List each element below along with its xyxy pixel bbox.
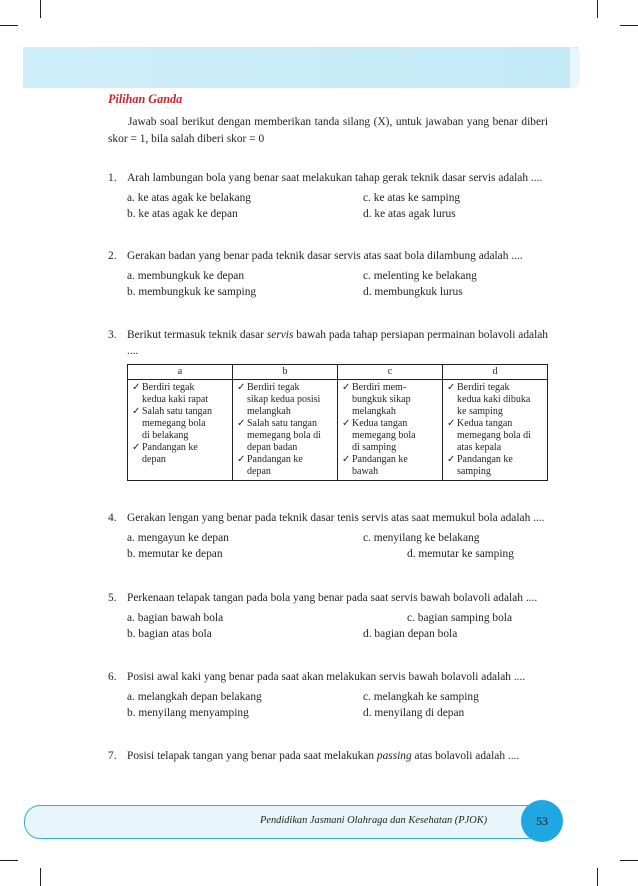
- option-a[interactable]: a. melangkah depan belakang: [127, 691, 262, 703]
- header-banner: [23, 47, 578, 88]
- options: [127, 268, 548, 300]
- crop-mark: [597, 868, 598, 886]
- option-c[interactable]: c. bagian samping bola: [407, 612, 513, 624]
- question-1: [108, 170, 548, 222]
- crop-mark: [0, 25, 18, 26]
- table-cell-d[interactable]: ✓ Berdiri tegak kedua kaki dibuka ke samping ✓ Kedua tangan memegang bola di atas kepala ✓ Pandangan ke samping: [443, 380, 548, 481]
- question-7: [108, 748, 548, 764]
- check-icon: ✓: [342, 382, 351, 393]
- section-title: Pilihan Ganda: [108, 92, 183, 106]
- table-cell-a[interactable]: ✓ Berdiri tegak kedua kaki rapat ✓ Salah satu tangan memegang bola di belakang ✓ Pandangan ke depan: [128, 380, 233, 481]
- option-b[interactable]: b. menyilang menyamping: [127, 707, 249, 719]
- table-header-d[interactable]: d: [443, 365, 548, 380]
- question-stem: Gerakan lengan yang benar pada teknik dasar tenis servis atas saat memukul bola adalah ....: [127, 512, 545, 524]
- check-icon: ✓: [342, 454, 351, 465]
- table-cell-c[interactable]: ✓ Berdiri mem- bungkuk sikap melangkah ✓ Kedua tangan memegang bola di samping ✓ Pandangan ke bawah: [338, 380, 443, 481]
- option-c[interactable]: c. melenting ke belakang: [363, 270, 477, 282]
- question-number: 3.: [108, 329, 117, 341]
- options: [127, 530, 548, 562]
- crop-mark: [620, 25, 638, 26]
- page-number: 53: [536, 814, 548, 828]
- option-c[interactable]: c. menyilang ke belakang: [363, 532, 480, 544]
- option-c[interactable]: c. melangkah ke samping: [363, 691, 479, 703]
- option-a[interactable]: a. bagian bawah bola: [127, 612, 224, 624]
- question-number: 7.: [108, 750, 117, 762]
- option-b[interactable]: b. membungkuk ke samping: [127, 286, 257, 298]
- book-title: Pendidikan Jasmani Olahraga dan Kesehatan (PJOK): [260, 815, 488, 826]
- option-d[interactable]: d. menyilang di depan: [363, 707, 465, 719]
- option-d[interactable]: d. memutar ke samping: [407, 548, 514, 560]
- question-stem: Arah lambungan bola yang benar saat melakukan tahap gerak teknik dasar servis adalah ....: [127, 172, 543, 184]
- check-icon: ✓: [237, 418, 246, 429]
- question-4: [108, 510, 548, 562]
- question-2: [108, 248, 548, 300]
- question-3: [108, 327, 548, 359]
- table-header-a[interactable]: a: [128, 365, 233, 380]
- question-stem: Posisi awal kaki yang benar pada saat akan melakukan servis bawah bolavoli adalah ....: [127, 671, 526, 683]
- option-d[interactable]: d. bagian depan bola: [363, 628, 458, 640]
- option-a[interactable]: a. mengayun ke depan: [127, 532, 229, 544]
- question-number: 1.: [108, 172, 117, 184]
- check-icon: ✓: [237, 382, 246, 393]
- check-icon: ✓: [132, 382, 141, 393]
- option-b[interactable]: b. memutar ke depan: [127, 548, 223, 560]
- question-number: 4.: [108, 512, 117, 524]
- option-b[interactable]: b. bagian atas bola: [127, 628, 212, 640]
- crop-mark: [40, 868, 41, 886]
- options: [127, 610, 548, 642]
- crop-mark: [0, 860, 18, 861]
- stem-text: Berikut termasuk teknik dasar: [127, 329, 267, 341]
- question-number: 5.: [108, 592, 117, 604]
- stem-emphasis: servis: [266, 329, 294, 341]
- crop-mark: [620, 860, 638, 861]
- option-a[interactable]: a. ke atas agak ke belakang: [127, 192, 251, 204]
- option-c[interactable]: c. ke atas ke samping: [363, 192, 461, 204]
- question-stem: [127, 327, 548, 359]
- check-icon: ✓: [447, 454, 456, 465]
- q3-options-table: [127, 364, 548, 481]
- stem-text: bawah pada tahap persiapan permainan bolavoli adalah ....: [127, 329, 549, 357]
- question-stem: Perkenaan telapak tangan pada bola yang benar pada saat servis bawah bolavoli adalah ....: [127, 592, 538, 604]
- table-cell-b[interactable]: ✓ Berdiri tegak sikap kedua posisi melangkah ✓ Salah satu tangan memegang bola di depan badan ✓ Pandangan ke depan: [233, 380, 338, 481]
- check-icon: ✓: [132, 406, 141, 417]
- option-d[interactable]: d. ke atas agak lurus: [363, 208, 456, 220]
- crop-mark: [40, 0, 41, 18]
- intro-text: Jawab soal berikut dengan memberikan tanda silang (X), untuk jawaban yang benar diberi skor = 1, bila salah diberi skor = 0: [108, 116, 548, 145]
- table-header-c[interactable]: c: [338, 365, 443, 380]
- question-stem: Gerakan badan yang benar pada teknik dasar servis atas saat bola dilambung adalah ....: [127, 250, 523, 262]
- check-icon: ✓: [447, 418, 456, 429]
- check-icon: ✓: [342, 418, 351, 429]
- crop-mark: [597, 0, 598, 18]
- question-6: [108, 669, 548, 721]
- option-b[interactable]: b. ke atas agak ke depan: [127, 208, 238, 220]
- intro-paragraph: [108, 114, 548, 148]
- question-number: 6.: [108, 671, 117, 683]
- stem-emphasis: passing: [376, 750, 412, 762]
- question-stem: [127, 748, 548, 764]
- header-banner-edge: [570, 47, 580, 88]
- check-icon: ✓: [447, 382, 456, 393]
- question-5: [108, 590, 548, 642]
- stem-text: atas bolavoli adalah ....: [411, 750, 520, 762]
- options: [127, 190, 548, 222]
- options: [127, 689, 548, 721]
- check-icon: ✓: [237, 454, 246, 465]
- option-d[interactable]: d. membungkuk lurus: [363, 286, 463, 298]
- table-header-b[interactable]: b: [233, 365, 338, 380]
- option-a[interactable]: a. membungkuk ke depan: [127, 270, 245, 282]
- question-number: 2.: [108, 250, 117, 262]
- stem-text: Posisi telapak tangan yang benar pada saat melakukan: [127, 750, 377, 762]
- check-icon: ✓: [132, 442, 141, 453]
